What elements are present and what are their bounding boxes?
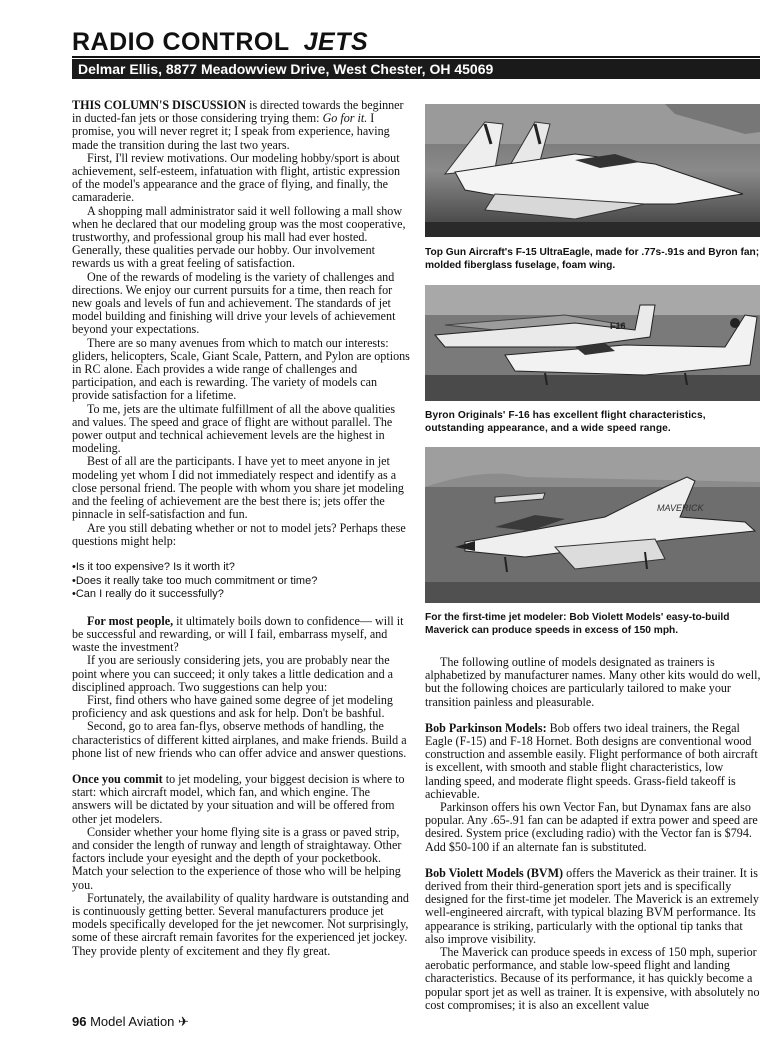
right-column (425, 656, 761, 1012)
paragraph-text: is directed towards the beginner in ducted-fan jets or those considering trying them: (72, 98, 404, 126)
photo-maverick-image (425, 447, 760, 603)
paragraph: First, find others who have gained some degree of jet modeling proficiency and ask questions and ask for help. Don't be bashful. (72, 692, 393, 721)
manufacturer-name: Bob Parkinson Models: (425, 720, 547, 735)
paragraph: If you are seriously considering jets, you are probably near the point where you can succeed; it only takes a little dedication and a disciplined approach. Two suggestions can help you: (72, 653, 394, 694)
paragraph (425, 722, 761, 801)
paragraph (72, 615, 410, 655)
paragraph (425, 867, 761, 946)
paragraph: Fortunately, the availability of quality hardware is outstanding and is continuously getting better. Several manufacturers produce jet models specifically developed for the jet newcomer. Not surprisingly, some of these aircraft remain favorites for the experienced jet jockey. They provide plenty of excitement and they fly great. (72, 890, 409, 958)
paragraph: Second, go to area fan-flys, observe methods of handling, the characteristics of different kitted airplanes, and make friends. Build a phone list of new friends who can offer advice and answer questions. (72, 719, 407, 760)
photo-f16 (425, 285, 760, 401)
paragraph-lead: THIS COLUMN'S DISCUSSION (72, 98, 247, 112)
paragraph: Best of all are the participants. I have yet to meet anyone in jet modeling yet whom I did not immediately respect and identify as a close personal friend. The people with whom you share jet modeling and the feeling of achievement are the best there is; jets offer the pinnacle in self-satisfaction and fun. (72, 454, 404, 522)
title-rule (72, 56, 760, 58)
paragraph: A shopping mall administrator said it well following a mall show when he declared that our modeling group was the most cooperative, trustworthy, and professional group his mall had ever hosted. Generally, these qualities pervade our hobby. Our involvement rewards us with a great feeling of satisfaction. (72, 203, 406, 271)
paragraph: First, I'll review motivations. Our modeling hobby/sport is about achievement, self-esteem, infatuation with flight, artistic expression of the model's appearance and the grace of flying, and finally, the camaraderie. (72, 150, 401, 205)
column-title-main: RADIO CONTROL (72, 28, 290, 56)
caption-photo-2: Byron Originals' F-16 has excellent flight characteristics, outstanding appearance, and a wide speed range. (425, 410, 706, 434)
left-column (72, 99, 410, 958)
paragraph: One of the rewards of modeling is the variety of challenges and directions. We enjoy our current pursuits for a time, then reach for new goals and levels of fun and achievement. The standards of jet model building and finishing will drive your levels of achievement beyond your expectations. (72, 269, 396, 337)
paragraph-text: to jet modeling, your biggest decision is where to start: which aircraft model, which fan, and which engine. The answers will be dictated by your situation and will be offered from other jet modelers. (72, 771, 405, 826)
list-item: • Can I really do it successfully? (72, 588, 410, 602)
paragraph: Are you still debating whether or not to model jets? Perhaps these questions might help: (72, 520, 406, 548)
paragraph (72, 773, 410, 826)
column-title (72, 28, 368, 57)
list-item: • Does it really take too much commitment or time? (72, 575, 410, 589)
paragraph-text: it ultimately boils down to confidence— will it be successful and rewarding, or will I fail, embarrass myself, and waste the investment? (72, 613, 404, 655)
paragraph: There are so many avenues from which to match our interests: gliders, helicopters, Scale, Giant Scale, Pattern, and Pylon are options in RC alone. Each provides a wide range of challenges and participation, and each is rewarding. The variety of models can provide satisfaction for a lifetime. (72, 335, 410, 403)
paragraph-text: I promise, you will never regret it; I speak from experience, having made the transition during the last two years. (72, 111, 390, 152)
maverick-nose-name: MAVERICK (657, 503, 704, 513)
photo-f15-image (425, 104, 760, 237)
paragraph-lead: For most people, (87, 613, 174, 628)
paragraph: Consider whether your home flying site is a grass or paved strip, and consider the length of runway and length of straightaway. Other factors include your eyesight and the depth of your pocketbook. Match your selection to the experience of those who will be helping you. (72, 824, 402, 892)
paragraph-text: Bob offers two ideal trainers, the Regal Eagle (F-15) and F-18 Hornet. Both designs are conventional wood construction and assemble easily. Flight performance of both aircraft is excellent, with smooth and stable flight characteristics, low landing speed, and moderate flight speeds. Grass-field takeoff is achievable. (425, 720, 758, 801)
paragraph: To me, jets are the ultimate fulfillment of all the above qualities and values. The speed and grace of flight are without parallel. The power output and technical achievement levels are the highest in modeling. (72, 401, 396, 456)
page-number: 96 (72, 1014, 87, 1029)
question-list (72, 561, 410, 602)
magazine-name: Model Aviation (90, 1014, 175, 1029)
caption-photo-1: Top Gun Aircraft's F-15 UltraEagle, made for .77s-.91s and Byron fan; molded fiberglass fuselage, foam wing. (425, 247, 760, 271)
column-title-jets: JETS (303, 28, 369, 56)
paragraph-text: offers the Maverick as their trainer. It is derived from their third-generation sport jets and is specifically designed for the first-time jet modeler. The Maverick is an extremely well-engineered aircraft, with typical blazing BVM performance. Its appearance is striking, particularly with the optional tip tanks that also improve visibility. (425, 865, 759, 946)
author-address-bar: Delmar Ellis, 8877 Meadowview Drive, West Chester, OH 45069 (72, 59, 760, 79)
photo-f15-ultraeagle (425, 104, 760, 237)
paragraph-emphasis: Go for it. (322, 111, 368, 126)
manufacturer-name: Bob Violett Models (BVM) (425, 865, 564, 880)
list-item: • Is it too expensive? Is it worth it? (72, 561, 410, 575)
paragraph: The following outline of models designated as trainers is alphabetized by manufacturer names. Many other kits would do well, but the following choices are particularly tailored to make your transition painless and pleasurable. (425, 655, 761, 709)
caption-photo-3: For the first-time jet modeler: Bob Violett Models' easy-to-build Maverick can produce speeds in excess of 150 mph. (425, 612, 730, 636)
photo-f16-image (425, 285, 760, 401)
paragraph: Parkinson offers his own Vector Fan, but Dynamax fans are also popular. Any .65-.91 fan can be adapted if extra power and speed are desired. System price (excluding radio) with the Vector fan is $794. Add $50-100 if an alternate fan is substituted. (425, 800, 758, 854)
paragraph (72, 99, 410, 152)
paragraph: The Maverick can produce speeds in excess of 150 mph, superior aerobatic performance, and stable low-speed flight and landing characteristics. Because of its performance, it has quickly become a popular sport jet as well as trainer. It is expensive, with absolutely no cost compromises; it is also an excellent value (425, 945, 760, 1012)
page-footer (72, 1014, 189, 1030)
airplane-icon: ✈ (178, 1014, 189, 1029)
photo-maverick (425, 447, 760, 603)
paragraph-lead: Once you commit (72, 771, 163, 786)
f16-tail-code: F16 (610, 321, 626, 331)
